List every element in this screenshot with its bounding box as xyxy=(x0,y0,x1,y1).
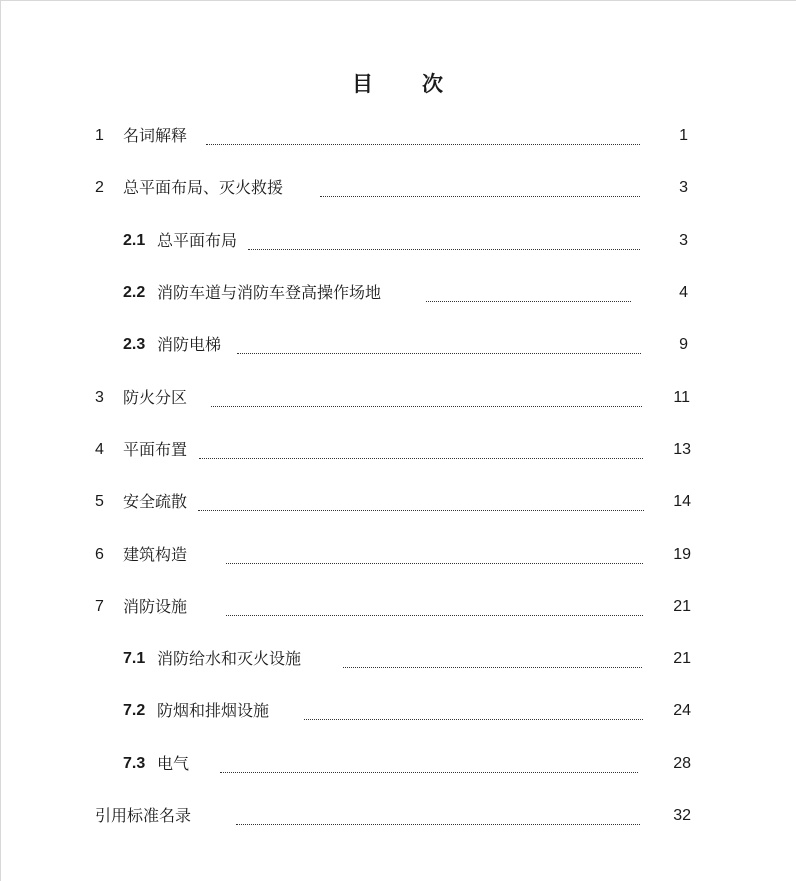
toc-entry-page: 3 xyxy=(679,232,688,249)
toc-entry-title: 总平面布局、灭火救援 xyxy=(123,178,284,197)
toc-entry-number: 4 xyxy=(95,441,104,458)
toc-entry-number: 7.1 xyxy=(123,650,146,667)
toc-entry-title: 名词解释 xyxy=(123,126,188,145)
toc-entry-page: 21 xyxy=(673,650,691,667)
toc-title-part-2: 次 xyxy=(422,72,444,96)
toc-entry-page: 13 xyxy=(673,441,691,458)
toc-leader-dots xyxy=(220,758,638,773)
toc-entry-title: 电气 xyxy=(157,754,190,773)
toc-entry-title: 建筑构造 xyxy=(123,545,188,564)
toc-entry-page: 11 xyxy=(673,389,690,406)
toc-entry-title: 防烟和排烟设施 xyxy=(157,701,270,720)
toc-leader-dots xyxy=(198,496,644,511)
toc-entry-page: 21 xyxy=(673,598,691,615)
toc-entry[interactable] xyxy=(0,437,796,463)
toc-entry[interactable] xyxy=(0,646,796,672)
toc-entry-title: 总平面布局 xyxy=(157,231,238,250)
toc-entry-page: 4 xyxy=(679,284,688,301)
toc-entry-title: 平面布置 xyxy=(123,440,188,459)
toc-entry[interactable] xyxy=(0,542,796,568)
toc-entry-number: 2.1 xyxy=(123,232,146,249)
toc-leader-dots xyxy=(211,392,642,407)
toc-entry-page: 1 xyxy=(679,127,688,144)
toc-leader-dots xyxy=(304,705,643,720)
toc-entry-page: 14 xyxy=(673,493,691,510)
toc-leader-dots xyxy=(236,810,640,825)
toc-entry-title: 消防车道与消防车登高操作场地 xyxy=(157,283,382,302)
toc-entry-page: 9 xyxy=(679,336,688,353)
toc-leader-dots xyxy=(426,287,631,302)
toc-entry[interactable] xyxy=(0,175,796,201)
toc-entry-title: 消防设施 xyxy=(123,597,188,616)
toc-entry-page: 28 xyxy=(673,755,691,772)
toc-title-part-1: 目 xyxy=(352,72,374,96)
toc-leader-dots xyxy=(237,339,641,354)
toc-entry[interactable] xyxy=(0,594,796,620)
toc-leader-dots xyxy=(248,235,640,250)
toc-entry-title: 引用标准名录 xyxy=(95,806,192,825)
toc-entry-number: 1 xyxy=(95,127,104,144)
page-edge-top xyxy=(0,0,796,1)
toc-leader-dots xyxy=(226,601,643,616)
toc-entry[interactable] xyxy=(0,123,796,149)
toc-entry[interactable] xyxy=(0,385,796,411)
toc-entry-number: 2.2 xyxy=(123,284,146,301)
toc-entry-title: 安全疏散 xyxy=(123,492,188,511)
toc-entry[interactable] xyxy=(0,489,796,515)
toc-entry[interactable] xyxy=(0,698,796,724)
toc-entry-number: 7 xyxy=(95,598,104,615)
toc-entry-title: 消防给水和灭火设施 xyxy=(157,649,302,668)
toc-entry-page: 19 xyxy=(673,546,691,563)
toc-entry-number: 7.2 xyxy=(123,702,146,719)
toc-entry-number: 6 xyxy=(95,546,104,563)
toc-entry-number: 3 xyxy=(95,389,104,406)
toc-entry-title: 消防电梯 xyxy=(157,335,222,354)
toc-leader-dots xyxy=(320,182,640,197)
toc-entry-number: 7.3 xyxy=(123,755,146,772)
toc-entry-page: 24 xyxy=(673,702,691,719)
toc-leader-dots xyxy=(206,130,640,145)
toc-entry[interactable] xyxy=(0,280,796,306)
toc-leader-dots xyxy=(199,444,643,459)
toc-entry-number: 5 xyxy=(95,493,104,510)
toc-leader-dots xyxy=(343,653,642,668)
toc-entry-page: 3 xyxy=(679,179,688,196)
toc-entry-number: 2 xyxy=(95,179,104,196)
toc-entry[interactable] xyxy=(0,751,796,777)
toc-entry[interactable] xyxy=(0,332,796,358)
toc-entry-page: 32 xyxy=(673,807,691,824)
toc-entry[interactable] xyxy=(0,803,796,829)
toc-title xyxy=(0,68,796,98)
toc-entry-title: 防火分区 xyxy=(123,388,188,407)
toc-leader-dots xyxy=(226,549,643,564)
toc-entry-number: 2.3 xyxy=(123,336,146,353)
toc-entry[interactable] xyxy=(0,228,796,254)
